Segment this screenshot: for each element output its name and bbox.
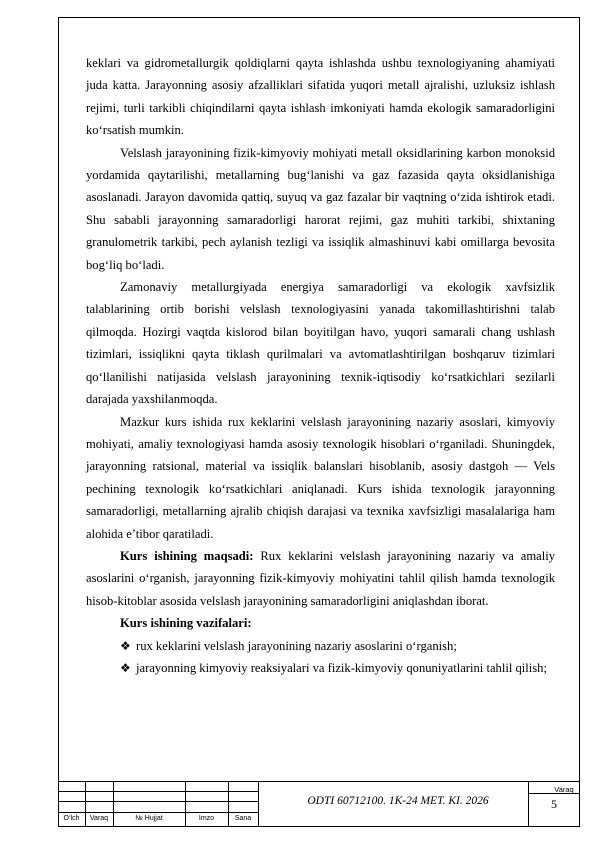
tasks-heading: Kurs ishining vazifalari: xyxy=(120,616,252,631)
list-item xyxy=(86,635,555,657)
stamp-col-varaq: Varaq xyxy=(89,815,109,822)
paragraph-course-scope: Mazkur kurs ishida rux keklarini velslash jarayonining nazariy asoslari, kimyoviy mohiyati, amaliy texnologiyasi hamda asosiy texnologik hisoblari o‘rganiladi. Shuningdek, jarayonning ratsional, material va issiqlik balanslari hisoblanib, asosiy dastgoh — Vels pechining texnologik ko‘rsatkichlari aniqlanadi. Kurs ishida texnologik jarayonning samaradorligi, metallarning ajralib chiqish darajasi va texnika xavfsizligi masalalariga ham alohida e’tibor qaratiladi. xyxy=(86,414,555,541)
sheet-label: Varaq xyxy=(554,785,574,794)
document-body xyxy=(86,52,555,679)
document-code: ODTI 60712100. 1K-24 MET. KI. 2026 xyxy=(307,795,489,807)
stamp-col-imzo: Imzo xyxy=(198,815,215,822)
stamp-col-olch: O‘lch xyxy=(63,815,80,822)
paragraph-physico-chemical: Velslash jarayonining fizik-kimyoviy mohiyati metall oksidlarining karbon monoksid yordamida qaytarilishi, metallarning bug‘lanishi va gaz fazasida qayta oksidlanishiga asoslanadi. Jarayon davomida qattiq, suyuq va gaz fazalar bir vaqtning o‘zida ishtirok etadi. Shu sababli jarayonning samaradorligi harorat rejimi, gaz muhiti tarkibi, shixtaning granulometrik tarkibi, pech aylanish tezligi va issiqlik almashinuvi kabi omillarga bevosita bog‘liq bo‘ladi. xyxy=(86,145,555,272)
paragraph-modern-metallurgy: Zamonaviy metallurgiyada energiya samaradorligi va ekologik xavfsizlik talablarining ortib borishi velslash texnologiyasini yanada takomillashtirishni talab qilmoqda. Hozirgi vaqtda kislorod bilan boyitilgan havo, yuqori samarali chang ushlash tizimlari, issiqlikni qayta tiklash qurilmalari va avtomatlashtirilgan boshqaruv tizimlari qo‘llanilishi natijasida velslash jarayonining texnik-iqtisodiy ko‘rsatkichlari sezilarli darajada yaxshilanmoqda. xyxy=(86,280,555,407)
page-number: 5 xyxy=(551,797,557,811)
stamp-col-hujjat: № Hujjat xyxy=(135,815,163,822)
title-block xyxy=(58,781,580,827)
goal-label: Kurs ishining maqsadi: xyxy=(120,548,254,563)
list-item xyxy=(86,657,555,679)
stamp-col-sana: Sana xyxy=(234,815,252,822)
diamond-bullet-icon: ❖ xyxy=(120,638,131,653)
list-item-text: rux keklarini velslash jarayonining nazariy asoslarini o‘rganish; xyxy=(136,638,457,653)
list-item-text: jarayonning kimyoviy reaksiyalari va fizik-kimyoviy qonuniyatlarini tahlil qilish; xyxy=(136,660,547,675)
goal-text: Rux keklarini velslash jarayonining nazariy va amaliy asoslarini o‘rganish, jarayonning fizik-kimyoviy mohiyatini tahlil qilish hamda texnologik hisob-kitoblar asosida velslash jarayonining samaradorligini aniqlashdan iborat. xyxy=(86,548,556,608)
paragraph-intro-continuation: keklari va gidrometallurgik qoldiqlarni qayta ishlashda ushbu texnologiyaning ahamiyati juda katta. Jarayonning asosiy afzalliklari sifatida yuqori metall ajralishi, uzluksiz ishlash rejimi, turli tarkibli chiqindilarni qayta ishlash imkoniyati hamda ekologik samaradorligini ko‘rsatish mumkin. xyxy=(86,56,555,138)
diamond-bullet-icon: ❖ xyxy=(120,660,131,675)
paragraph-course-goal xyxy=(86,545,555,612)
